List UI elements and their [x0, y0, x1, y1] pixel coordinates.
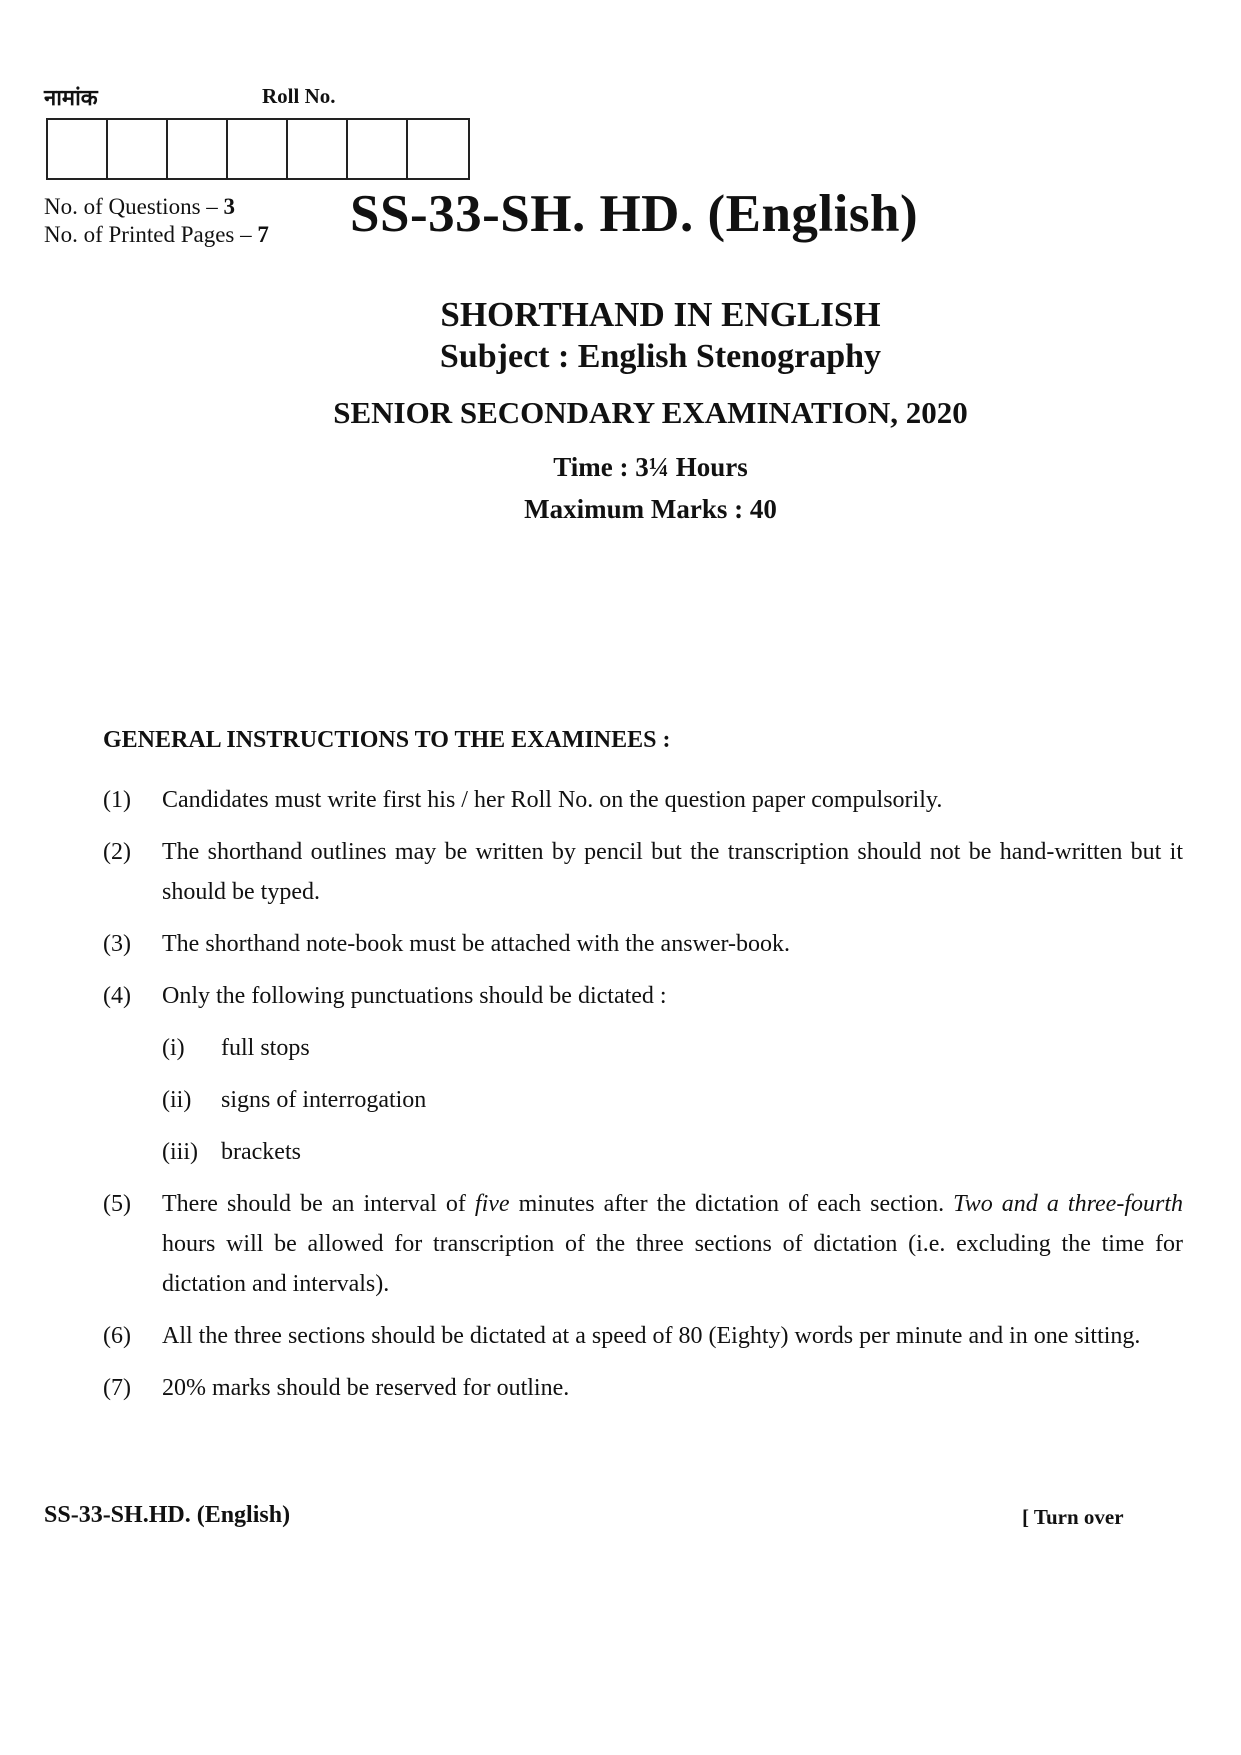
punctuation-item — [162, 1080, 1183, 1120]
pages-count: No. of Printed Pages – 7 — [44, 222, 269, 247]
roll-box[interactable] — [108, 120, 168, 178]
punctuation-text: signs of interrogation — [221, 1087, 427, 1113]
roll-label-hindi: नामांक — [44, 86, 98, 111]
roll-box[interactable] — [288, 120, 348, 178]
instruction-item — [103, 976, 1183, 1172]
roll-number-boxes — [46, 118, 470, 180]
paper-title: SHORTHAND IN ENGLISH — [440, 295, 881, 334]
instruction-number: (5) — [103, 1191, 131, 1217]
exam-name: SENIOR SECONDARY EXAMINATION, 2020 — [333, 395, 968, 430]
punctuation-text: full stops — [221, 1035, 310, 1061]
footer-paper-code: SS-33-SH.HD. (English) — [44, 1502, 291, 1528]
questions-count: No. of Questions – 3 — [44, 194, 236, 219]
punctuation-item — [162, 1132, 1183, 1172]
roll-box[interactable] — [348, 120, 408, 178]
instruction-item — [103, 832, 1183, 912]
instruction-item — [103, 780, 1183, 820]
instruction-number: (7) — [103, 1375, 131, 1401]
instruction-number: (6) — [103, 1323, 131, 1349]
paper-meta — [44, 193, 269, 249]
instruction-item — [103, 924, 1183, 964]
paper-subject: Subject : English Stenography — [439, 338, 882, 375]
punctuation-text: brackets — [221, 1139, 301, 1165]
instruction-number: (2) — [103, 839, 131, 865]
instruction-item — [103, 1368, 1183, 1408]
instruction-item — [103, 1316, 1183, 1356]
punctuation-number: (ii) — [162, 1087, 192, 1113]
paper-code: SS-33-SH. HD. (English) — [350, 185, 919, 243]
instruction-text: 20% marks should be reserved for outline. — [162, 1375, 570, 1401]
punctuation-item — [162, 1028, 1183, 1068]
instruction-text: The shorthand note-book must be attached with the answer-book. — [162, 931, 791, 957]
instruction-text: Candidates must write first his / her Roll No. on the question paper compulsorily. — [162, 787, 943, 813]
instruction-number: (1) — [103, 787, 131, 813]
punctuation-number: (i) — [162, 1035, 185, 1061]
instruction-text-line: Only the following punctuations should be dictated : — [162, 983, 667, 1009]
instruction-number: (3) — [103, 931, 131, 957]
roll-box[interactable] — [48, 120, 108, 178]
instruction-item — [103, 1184, 1183, 1304]
roll-box[interactable] — [168, 120, 228, 178]
instruction-text: The shorthand outlines may be written by pencil but the transcription should not be hand-written but it should be typed. — [162, 839, 1183, 905]
roll-box[interactable] — [228, 120, 288, 178]
punctuation-list — [162, 1028, 1183, 1172]
instructions-list — [103, 780, 1183, 1420]
instruction-text: All the three sections should be dictated at a speed of 80 (Eighty) words per minute and in one sitting. — [162, 1323, 1141, 1349]
roll-label-english: Roll No. — [262, 84, 336, 108]
instruction-text — [162, 976, 1183, 1172]
exam-time: Time : 3¼ Hours — [553, 452, 748, 482]
turn-over-label: [ Turn over — [1022, 1505, 1124, 1529]
punctuation-number: (iii) — [162, 1139, 198, 1165]
instructions-heading: GENERAL INSTRUCTIONS TO THE EXAMINEES : — [103, 727, 671, 753]
instruction-number: (4) — [103, 983, 131, 1009]
max-marks: Maximum Marks : 40 — [524, 494, 777, 524]
instruction-text: There should be an interval of five minutes after the dictation of each section. Two and a three-fourth hours will be allowed for transcription of the three sections of dictation (i.e. excluding the time for dictation and intervals). — [162, 1191, 1184, 1297]
roll-box[interactable] — [408, 120, 468, 178]
